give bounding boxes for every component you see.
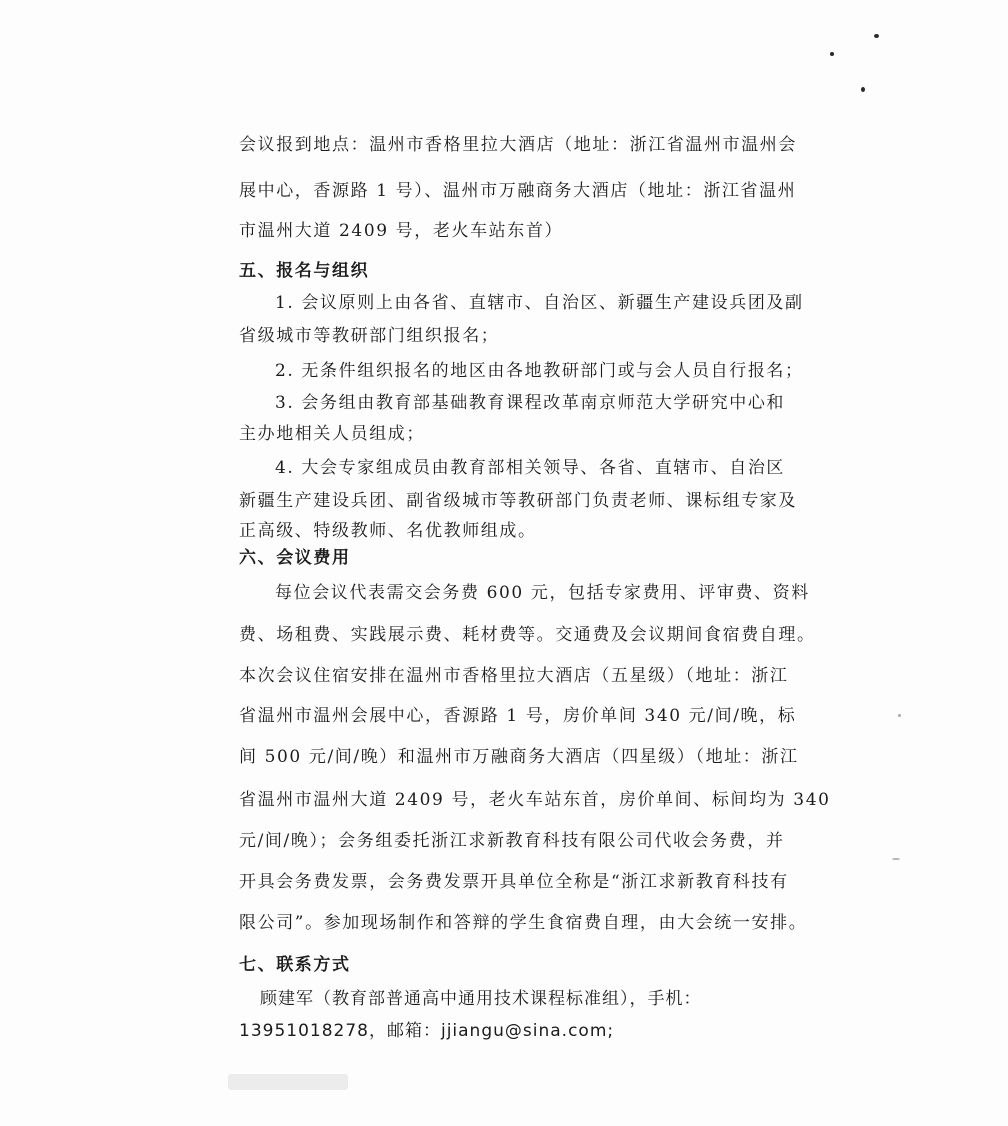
scan-speck [874,34,879,38]
section6-line: 费、场租费、实践展示费、耗材费等。交通费及会议期间食宿费自理。 [239,625,816,645]
section5-line: 主办地相关人员组成； [239,424,425,444]
section5-line: 2. 无条件组织报名的地区由各地教研部门或与会人员自行报名； [275,361,804,381]
venue-line: 展中心，香源路 1 号）、温州市万融商务大酒店（地址：浙江省温州 [239,181,797,201]
scan-speck [861,87,865,92]
venue-line: 会议报到地点：温州市香格里拉大酒店（地址：浙江省温州市温州会 [239,135,797,155]
section5-line: 新疆生产建设兵团、副省级城市等教研部门负责老师、课标组专家及 [239,491,797,511]
contact-name-line: 顾建军（教育部普通高中通用技术课程标准组），手机： [260,989,702,1009]
section6-line: 开具会务费发票，会务费发票开具单位全称是“浙江求新教育科技有 [239,872,789,892]
section6-line: 元/间/晚）；会务组委托浙江求新教育科技有限公司代收会务费，并 [239,831,785,851]
section6-title: 六、会议费用 [239,548,351,568]
section6-line: 间 500 元/间/晚）和温州市万融商务大酒店（四星级）（地址：浙江 [239,747,799,767]
scan-speck [898,714,901,717]
scan-smudge [228,1074,348,1090]
section6-line: 省温州市温州会展中心，香源路 1 号，房价单间 340 元/间/晚，标 [239,706,797,726]
section6-line: 省温州市温州大道 2409 号，老火车站东首，房价单间、标间均为 340 [239,790,831,810]
scan-speck [892,858,900,860]
section5-line: 1. 会议原则上由各省、直辖市、自治区、新疆生产建设兵团及副 [275,293,804,313]
contact-phone-email-line: 13951018278，邮箱：jjiangu@sina.com; [239,1021,615,1041]
section5-line: 省级城市等教研部门组织报名； [239,326,500,346]
section5-line: 3. 会务组由教育部基础教育课程改革南京师范大学研究中心和 [275,393,786,413]
section5-line: 正高级、特级教师、名优教师组成。 [239,521,537,541]
section6-line: 限公司”。参加现场制作和答辩的学生食宿费自理，由大会统一安排。 [239,913,808,933]
section5-line: 4. 大会专家组成员由教育部相关领导、各省、直辖市、自治区 [275,458,786,478]
section6-line: 每位会议代表需交会务费 600 元，包括专家费用、评审费、资料 [275,583,810,603]
section5-title: 五、报名与组织 [239,261,370,281]
scan-speck [830,52,834,56]
section7-title: 七、联系方式 [239,955,351,975]
venue-line: 市温州大道 2409 号，老火车站东首） [239,221,564,241]
section6-line: 本次会议住宿安排在温州市香格里拉大酒店（五星级）（地址：浙江 [239,666,789,686]
